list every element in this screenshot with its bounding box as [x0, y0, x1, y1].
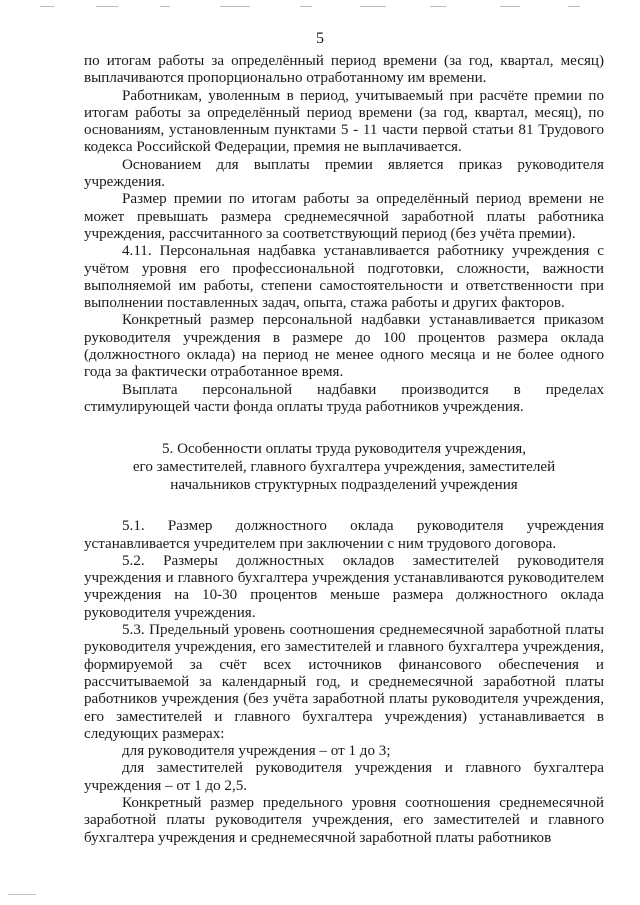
paragraph-personal-bonus-size: Конкретный размер персональной надбавки устанавливается приказом руководителя учреждения в размере до 100 процентов размера оклада (должностного оклада) на период не менее одного месяца и не более одного года за фактически отработанное время. [84, 312, 604, 381]
paragraph-clause-5-3: 5.3. Предельный уровень соотношения среднемесячной заработной платы руководителя учреждения, его заместителей и главного бухгалтера учреждения, формируемой за счёт всех источников финансового обеспечения и рассчитываемой за календарный год, и среднемесячной заработной платы работников учреждения (без учёта заработной платы руководителя учреждения, его заместителей и главного бухгалтера учреждения) устанавливается в следующих размерах: [84, 622, 604, 742]
paragraph-dismissed-employees: Работникам, уволенным в период, учитываемый при расчёте премии по итогам работы за определённый период времени (за год, квартал, месяц), по основаниям, установленным пунктами 5 - 11 части первой статьи 81 Трудового кодекса Российской Федерации, премия не выплачивается. [84, 87, 604, 156]
document-body [84, 53, 604, 847]
paragraph-premium-proportional: по итогам работы за определённый период времени (за год, квартал, месяц) выплачиваются пропорционально отработанному им времени. [84, 53, 604, 87]
paragraph-premium-limit: Размер премии по итогам работы за определённый период времени не может превышать размера среднемесячной заработной платы работника учреждения, рассчитанного за соответствующий период (без учёта премии). [84, 191, 604, 242]
section-5-heading [84, 440, 604, 494]
section-heading-line: его заместителей, главного бухгалтера учреждения, заместителей [132, 459, 556, 476]
scan-corner-artifact [8, 894, 36, 895]
paragraph-premium-basis: Основанием для выплаты премии является приказ руководителя учреждения. [84, 156, 604, 191]
list-item-deputies-ratio: для заместителей руководителя учреждения и главного бухгалтера учреждения – от 1 до 2,5. [84, 760, 604, 794]
list-item-director-ratio: для руководителя учреждения – от 1 до 3; [122, 743, 391, 760]
paragraph-clause-5-1: 5.1. Размер должностного оклада руководителя учреждения устанавливается учредителем при заключении с ним трудового договора. [84, 518, 604, 552]
paragraph-clause-4-11: 4.11. Персональная надбавка устанавливается работнику учреждения с учётом уровня его профессиональной подготовки, сложности, важности выполняемой им работы, степени самостоятельности и ответственности при выполнении поставленных задач, опыта, стажа работы и других факторов. [84, 243, 604, 312]
paragraph-clause-5-2: 5.2. Размеры должностных окладов заместителей руководителя учреждения и главного бухгалтера учреждения устанавливаются руководителем учреждения на 10-30 процентов меньше размера должностного оклада руководителя учреждения. [84, 552, 604, 621]
section-heading-line: начальников структурных подразделений учреждения [170, 477, 518, 494]
paragraph-ratio-specific: Конкретный размер предельного уровня соотношения среднемесячной заработной платы руководителя учреждения, его заместителей и главного бухгалтера учреждения и среднемесячной заработной платы работников [84, 794, 604, 846]
section-heading-line: 5. Особенности оплаты труда руководителя учреждения, [161, 441, 526, 458]
page-number: 5 [316, 30, 324, 47]
paragraph-personal-bonus-payment: Выплата персональной надбавки производится в пределах стимулирующей части фонда оплаты труда работников учреждения. [84, 381, 604, 415]
scan-edge-artifact [0, 0, 640, 14]
